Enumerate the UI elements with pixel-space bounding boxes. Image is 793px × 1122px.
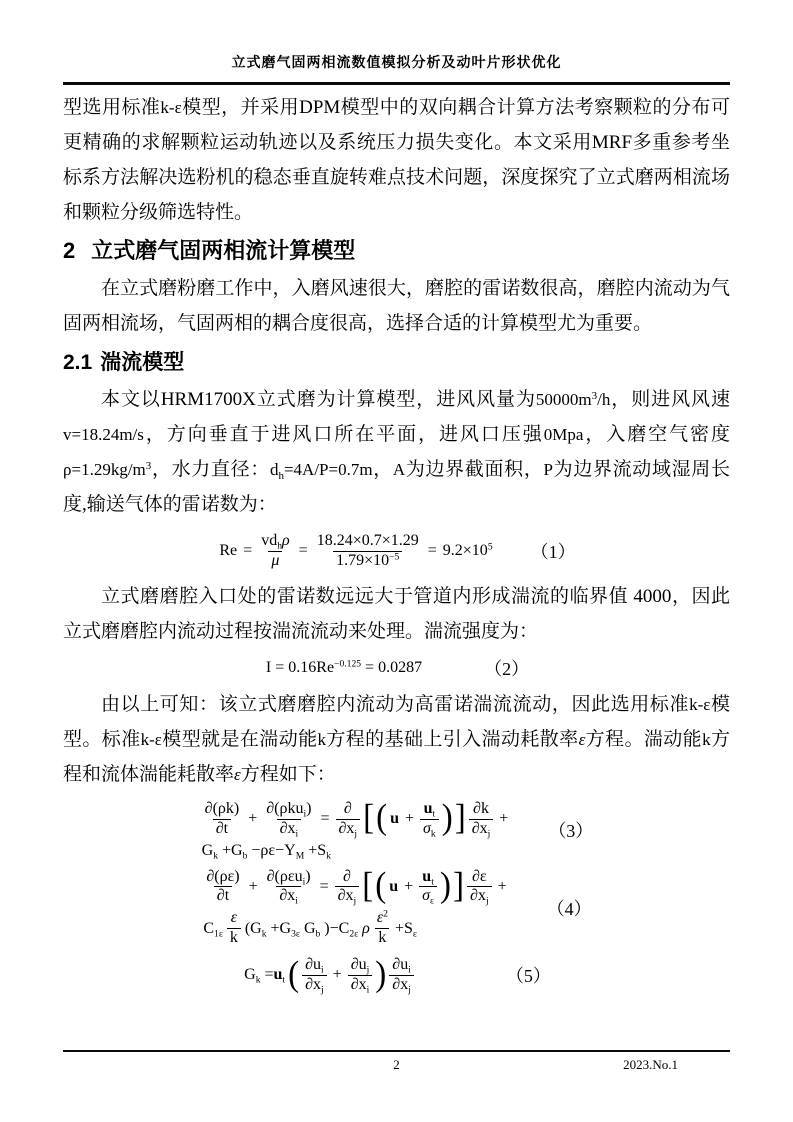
text-run: 由以上可知：该立式磨磨腔内流动为高雷诺湍流流动，因此选用标准	[101, 693, 690, 715]
math-term: +G	[222, 841, 243, 859]
equation-4-math	[201, 868, 510, 949]
equation-4	[63, 868, 730, 949]
left-bracket: [	[362, 866, 374, 906]
math-term: G	[244, 966, 256, 984]
section-title: 湍流模型	[100, 351, 185, 374]
superscript: −5	[389, 551, 400, 563]
denominator: μ	[268, 551, 282, 571]
math-term	[244, 966, 260, 984]
math-term: ∂x	[305, 975, 321, 993]
subscript: M	[295, 849, 305, 861]
text-run: 方程的基础上引入湍动耗散率	[325, 728, 579, 750]
math-term	[271, 920, 300, 938]
math-term: I = 0.16Re	[265, 658, 335, 676]
paragraph-continued	[63, 90, 730, 230]
denominator	[335, 886, 360, 906]
operator: +	[332, 966, 342, 984]
superscript: 3	[591, 389, 598, 402]
section-heading-2-1	[63, 349, 730, 377]
inline-math-epsilon: ε	[234, 764, 241, 784]
fraction	[420, 800, 439, 839]
text-run: ，水力直径：	[151, 459, 270, 480]
operator: +	[404, 877, 414, 895]
math-term	[266, 659, 422, 677]
subscript: j	[353, 895, 357, 907]
subscript: t	[431, 875, 434, 887]
fraction	[202, 800, 243, 839]
math-term: u	[423, 799, 433, 817]
inline-math-k-epsilon: k-ε	[160, 98, 182, 117]
denominator	[467, 886, 492, 906]
math-term: σ	[422, 887, 431, 905]
text-run: ，	[372, 459, 393, 480]
paragraph-model-setup	[63, 382, 730, 522]
text-run: 方程如下：	[240, 763, 336, 785]
math-term: ∂u	[350, 956, 367, 973]
inline-math-k: k	[317, 729, 326, 749]
denominator	[336, 819, 361, 839]
text-run: ，入磨空气密度	[583, 424, 730, 445]
math-term: ∂(ρku	[266, 799, 304, 817]
denominator	[420, 819, 439, 839]
numerator: ∂(ρε)	[206, 867, 240, 885]
math-term	[202, 842, 218, 860]
math-term: ∂x	[337, 887, 354, 905]
inline-math-perimeter: P	[543, 460, 553, 479]
numerator: ∂	[343, 799, 352, 817]
inline-math-airflow	[536, 390, 610, 409]
text-run: 模型就是在湍动能	[161, 728, 318, 750]
text-run: 立式磨磨腔入口处的雷诺数远远大于管道内形成湍流的临界值 4000，因此立式磨磨腔内流动过程按湍流流动来处理。湍流强度为：	[63, 585, 730, 642]
inline-math-density	[63, 460, 151, 479]
math-term: )	[306, 799, 312, 817]
fraction	[389, 956, 414, 995]
section-title: 立式磨气固两相流计算模型	[91, 238, 356, 263]
subscript: k	[261, 927, 267, 939]
subscript: k	[326, 849, 331, 861]
equation-5-math	[242, 956, 416, 995]
equation-4-line-1	[201, 868, 510, 907]
math-term	[443, 542, 493, 560]
operator: +	[248, 877, 258, 895]
numerator	[302, 956, 327, 975]
fraction	[263, 800, 314, 839]
numerator: ∂k	[473, 799, 489, 817]
inline-math-k-epsilon: k-ε	[689, 694, 711, 714]
numerator	[348, 956, 373, 975]
equation-number: （5）	[505, 966, 551, 987]
fraction	[374, 909, 391, 948]
running-title: 立式磨气固两相流数值模拟分析及动叶片形状优化	[231, 56, 562, 71]
fraction	[335, 868, 360, 907]
subscript: i	[295, 827, 299, 839]
subscript: j	[321, 984, 324, 996]
math-term: ∂x	[338, 819, 355, 837]
numerator: ∂	[342, 867, 351, 885]
numerator: ε	[230, 909, 237, 927]
subscript: k	[255, 974, 261, 986]
subscript: j	[354, 827, 358, 839]
denominator	[276, 886, 301, 906]
math-term: C	[203, 919, 215, 937]
text-run: 本文以HRM1700X立式磨为计算模型，进风风量为	[101, 389, 536, 410]
math-term: +S	[308, 841, 327, 859]
math-term: ∂x	[279, 819, 296, 837]
math-term: ρ	[281, 532, 290, 549]
text-run: 模型，并采用DPM模型中的双向耦合计算方法考察颗粒的分布可更精确的求解颗粒运动轨迹以及系统压力损失变化。本文采用MRF多重参考坐标系方法解决选粉机的稳态垂直旋转难点技术问题，深度探究了立式磨两相流场和颗粒分级筛选特性。	[63, 97, 730, 223]
math-term: (G	[244, 919, 262, 937]
equation-5	[63, 956, 730, 995]
denominator	[277, 819, 302, 839]
equation-number: （2）	[484, 658, 530, 679]
inline-math-hydraulic-diameter	[269, 460, 373, 482]
math-term: )	[305, 867, 311, 885]
denominator	[302, 975, 327, 995]
page-number: 2	[393, 1057, 400, 1072]
inline-math-area: A	[392, 460, 406, 479]
math-term: /h	[597, 390, 611, 409]
math-term	[308, 842, 331, 860]
fraction	[314, 532, 422, 571]
right-bracket: ]	[453, 866, 465, 906]
math-term: d	[269, 460, 279, 479]
text-run: ，方向垂直于进风口所在平面，进风口压强	[143, 424, 544, 445]
inline-math-epsilon: ε	[578, 729, 586, 749]
subscript: b	[315, 927, 321, 939]
page-footer	[63, 1050, 730, 1080]
denominator	[348, 975, 373, 995]
equation-number: （4）	[546, 898, 592, 919]
math-term: u	[422, 867, 432, 885]
math-term	[245, 920, 267, 938]
equation-3-line-2	[200, 842, 333, 860]
inline-math-pressure: 0Mpa	[543, 425, 584, 444]
equation-4-line-2	[201, 909, 419, 948]
subscript: i	[408, 964, 411, 976]
fraction	[227, 909, 241, 948]
subscript: i	[302, 875, 306, 887]
operator: =	[264, 966, 274, 984]
math-term: u	[273, 966, 283, 984]
denominator	[333, 551, 402, 571]
left-paren: (	[288, 955, 300, 994]
denominator: k	[375, 928, 389, 948]
subscript: 2ε	[349, 927, 359, 939]
math-term: 1.79×10	[336, 551, 390, 569]
math-term	[324, 920, 358, 938]
denominator	[469, 819, 494, 839]
math-term: Re	[219, 542, 238, 560]
right-paren: )	[375, 955, 387, 994]
math-term: =4A/P=0.7m	[283, 460, 373, 479]
fraction	[348, 956, 373, 995]
math-term	[251, 842, 304, 860]
inline-math-velocity: v=18.24m/s	[63, 425, 144, 444]
math-term: +G	[270, 919, 292, 937]
equation-3-line-1	[200, 800, 513, 839]
equation-number: （1）	[530, 542, 576, 563]
text-run: 为边界流动域湿周长度,输送气体的雷诺数为：	[63, 459, 730, 515]
fraction	[419, 868, 437, 907]
numerator	[389, 956, 414, 975]
math-term: 9.2×10	[442, 542, 488, 560]
math-term: u	[390, 810, 399, 828]
superscript: −0.125	[334, 658, 362, 670]
subscript: t	[282, 974, 286, 986]
inline-math-k-epsilon: k-ε	[140, 729, 162, 749]
subscript: t	[432, 808, 436, 820]
denominator	[419, 886, 437, 906]
operator: +	[499, 810, 509, 828]
math-term: ε	[376, 909, 384, 927]
equation-3-math	[200, 800, 513, 860]
text-run: 方程。湍动能	[585, 728, 703, 750]
math-term: 50000m	[535, 390, 592, 409]
math-term: ∂u	[305, 956, 321, 973]
journal-issue: 2023.No.1	[623, 1057, 678, 1072]
denominator: k	[227, 928, 241, 948]
denominator	[389, 975, 414, 995]
fraction	[469, 800, 494, 839]
subscript: ε	[412, 927, 417, 939]
math-term: vd	[261, 532, 278, 549]
math-term: ∂x	[279, 887, 296, 905]
subscript: 1ε	[214, 927, 223, 939]
subscript: i	[366, 984, 370, 996]
subscript: j	[408, 984, 411, 996]
math-term: = 0.0287	[361, 658, 423, 676]
math-term: +S	[394, 919, 413, 937]
subscript: 3ε	[291, 927, 300, 939]
subscript: i	[295, 895, 298, 907]
equation-2	[63, 655, 730, 681]
subscript: j	[366, 964, 370, 976]
math-term	[395, 920, 417, 938]
left-bracket: [	[363, 798, 375, 838]
section-number: 2.1	[63, 351, 93, 374]
math-term: ∂x	[350, 975, 367, 993]
denominator: ∂t	[214, 886, 232, 906]
equation-2-math	[264, 659, 424, 677]
numerator	[264, 868, 314, 887]
paragraph-model-importance	[63, 271, 730, 341]
superscript: 3	[145, 459, 152, 472]
math-term: ∂(ρεu	[266, 867, 303, 885]
numerator	[263, 800, 314, 819]
operator: =	[243, 542, 253, 560]
equation-3	[63, 800, 730, 860]
text-run: 型选用标准	[63, 97, 161, 118]
numerator	[374, 909, 391, 928]
math-term: σ	[423, 819, 431, 837]
fraction	[302, 956, 327, 995]
fraction	[264, 868, 314, 907]
subscript: j	[487, 827, 491, 839]
numerator: ∂(ρk)	[204, 799, 240, 817]
section-number: 2	[63, 238, 76, 263]
fraction	[203, 868, 242, 907]
subscript: i	[303, 808, 307, 820]
math-term: ρ=1.29kg/m	[63, 460, 146, 479]
numerator: ∂ε	[472, 867, 487, 885]
math-term: ρ	[362, 919, 370, 937]
superscript: 5	[487, 542, 493, 554]
left-paren: (	[375, 866, 387, 906]
operator: +	[497, 877, 507, 895]
text-run: ，则进风风速	[610, 389, 730, 410]
operator: +	[404, 810, 415, 828]
denominator: ∂t	[213, 819, 231, 839]
fraction	[336, 800, 361, 839]
subscript: k	[430, 827, 436, 839]
text-run: 模型。标准	[63, 693, 730, 750]
math-term	[222, 842, 247, 860]
paragraph-k-epsilon-model	[63, 687, 730, 792]
fraction	[258, 532, 292, 571]
operator: =	[320, 810, 330, 828]
equation-1-math	[217, 532, 494, 571]
right-paren: )	[440, 866, 452, 906]
math-term	[264, 966, 285, 984]
subscript: b	[242, 849, 248, 861]
math-term: )−C	[324, 919, 350, 937]
subscript: k	[213, 849, 219, 861]
section-heading-2	[63, 236, 730, 266]
superscript: 2	[383, 908, 388, 920]
subscript: h	[278, 469, 284, 482]
right-bracket: ]	[454, 798, 466, 838]
subscript: i	[321, 964, 324, 976]
paragraph-reynolds-discussion	[63, 579, 730, 649]
operator: +	[248, 810, 258, 828]
left-paren: (	[376, 798, 388, 838]
text-run: 方程和流体湍能耗散率	[63, 728, 730, 785]
text-run: 在立式磨粉磨工作中，入磨风速很大，磨腔的雷诺数很高，磨腔内流动为气固两相流场，气固两相的耦合度很高，选择合适的计算模型尤为重要。	[63, 278, 730, 334]
math-term: G	[303, 919, 316, 937]
fraction	[467, 868, 492, 907]
subscript: h	[277, 540, 282, 552]
equation-number: （3）	[548, 820, 594, 841]
numerator	[258, 532, 292, 551]
math-term	[304, 920, 320, 938]
subscript: ε	[430, 895, 435, 907]
operator: =	[319, 877, 329, 895]
inline-math-k: k	[702, 729, 711, 749]
math-term: ∂x	[392, 975, 409, 993]
subscript: j	[485, 895, 489, 907]
numerator	[421, 800, 439, 819]
operator: =	[427, 542, 437, 560]
numerator: 18.24×0.7×1.29	[316, 532, 419, 549]
math-term: G	[201, 841, 214, 859]
math-term	[203, 920, 223, 938]
math-term: ∂u	[392, 956, 409, 973]
math-term: ∂x	[470, 887, 486, 905]
math-term: ∂x	[471, 819, 488, 837]
operator: =	[298, 542, 308, 560]
text-run: 为边界截面积，	[405, 459, 544, 480]
numerator	[419, 868, 437, 887]
running-header	[63, 54, 730, 85]
math-term: u	[389, 877, 399, 895]
equation-1	[63, 532, 730, 571]
right-paren: )	[441, 798, 453, 838]
math-term: −ρε−Y	[251, 841, 296, 859]
